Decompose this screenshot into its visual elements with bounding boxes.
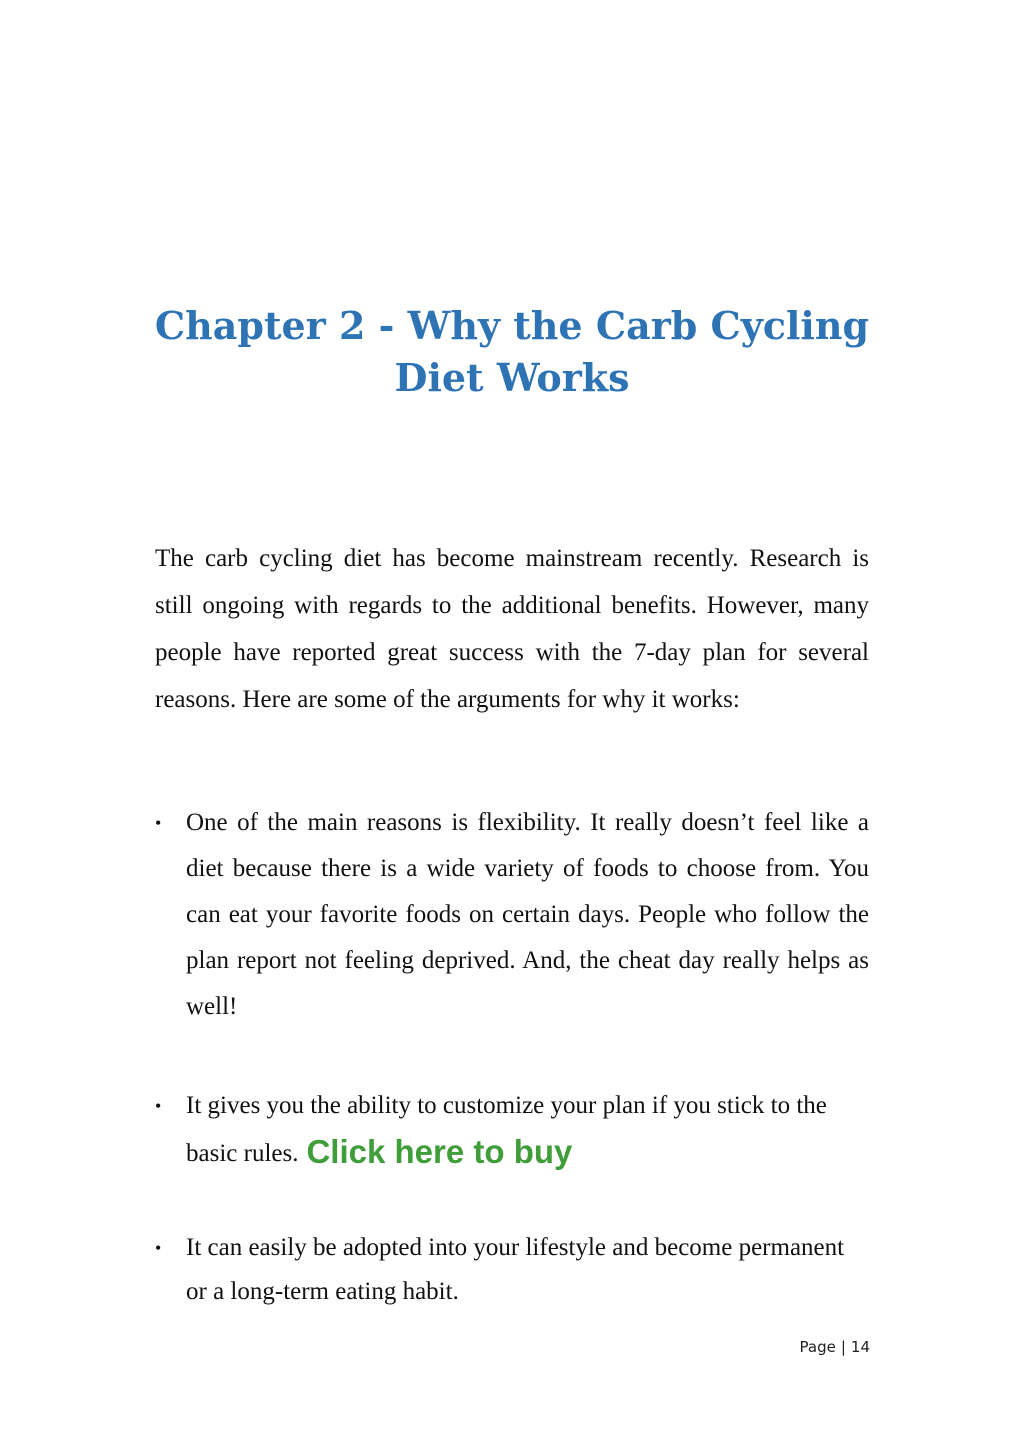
- bullet-icon: •: [155, 1238, 162, 1258]
- bullet-icon: •: [155, 813, 162, 833]
- page-number: 14: [850, 1338, 870, 1356]
- page-label: Page: [799, 1338, 836, 1356]
- buy-link[interactable]: Click here to buy: [306, 1133, 573, 1170]
- page-footer: [800, 1338, 870, 1356]
- bullet-icon: •: [155, 1096, 162, 1116]
- chapter-title: Chapter 2 - Why the Carb Cycling Diet Works: [154, 303, 870, 400]
- bullet-text: It gives you the ability to customize your plan if you stick to the basic rules.: [186, 1092, 827, 1167]
- intro-paragraph: The carb cycling diet has become mainstream recently. Research is still ongoing with regards to the additional benefits. However, many people have reported great success with the 7-day plan for several reasons. Here are some of the arguments for why it works:: [155, 545, 869, 713]
- bullet-item-flexibility: [155, 800, 869, 1030]
- bullet-text: One of the main reasons is flexibility. It really doesn’t feel like a diet because there is a wide variety of foods to choose from. You can eat your favorite foods on certain days. People who follow the plan report not feeling deprived. And, the cheat day really helps as well!: [186, 809, 869, 1020]
- bullet-text-container: [186, 1084, 869, 1176]
- footer-separator: |: [840, 1338, 846, 1356]
- bullet-item-lifestyle: [155, 1226, 869, 1314]
- bullet-text: It can easily be adopted into your lifestyle and become permanent or a long-term eating habit.: [186, 1234, 845, 1305]
- bullet-item-customize: [155, 1084, 869, 1176]
